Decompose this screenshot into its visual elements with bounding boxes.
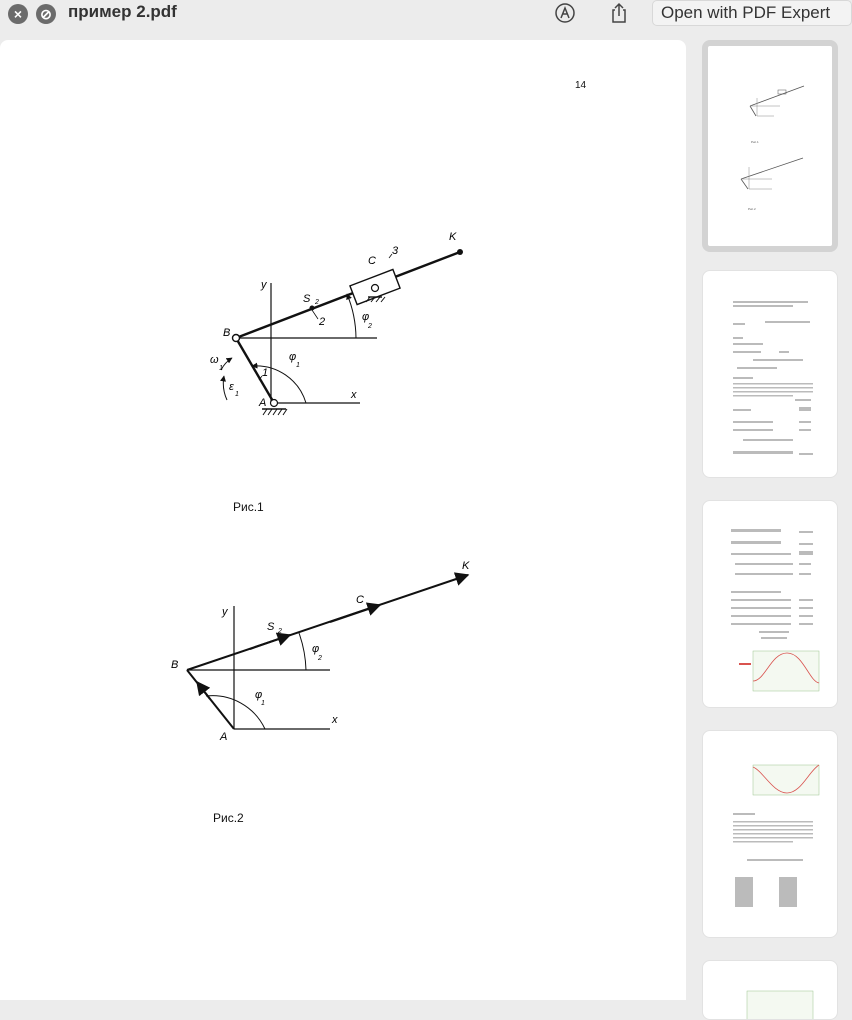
label-3: 3 <box>392 245 399 257</box>
vector-bk <box>187 575 468 670</box>
label-epsilon: ε <box>229 381 234 393</box>
close-icon[interactable]: × <box>8 4 28 24</box>
label-phi1: φ <box>289 351 297 363</box>
thumbnail-page-3-content <box>703 501 838 708</box>
label-c: C <box>368 255 376 267</box>
figure-1-caption: Рис.1 <box>233 500 264 514</box>
thumbnail-page-2[interactable] <box>702 270 838 478</box>
label-phi1-sub: 1 <box>261 700 265 707</box>
label-x: x <box>351 389 357 401</box>
thumbnail-page-4[interactable] <box>702 730 838 938</box>
thumbnail-page-5[interactable] <box>702 960 838 1020</box>
link-bk <box>236 252 460 338</box>
label-omega-sub: 1 <box>219 365 223 372</box>
point-s2 <box>310 306 315 311</box>
label-b: B <box>223 327 231 339</box>
document-page <box>0 40 686 1000</box>
open-with-button[interactable]: Open with PDF Expert <box>652 0 852 26</box>
label-y: y <box>222 606 228 618</box>
label-a: A <box>259 397 267 409</box>
page-number: 14 <box>575 80 587 91</box>
share-icon[interactable] <box>607 1 631 25</box>
label-s-sub: 2 <box>278 628 282 635</box>
thumbnail-page-1[interactable] <box>702 40 838 252</box>
label-s: S <box>267 621 275 633</box>
thumbnail-page-5-content <box>703 961 838 1020</box>
thumbnail-page-2-content <box>703 271 838 478</box>
label-a: A <box>220 731 228 743</box>
label-phi2: φ <box>312 643 320 655</box>
label-k: K <box>449 231 457 243</box>
label-k: K <box>462 560 470 572</box>
label-omega: ω <box>210 354 219 366</box>
label-y: y <box>261 279 267 291</box>
label-phi2-sub: 2 <box>368 323 372 330</box>
arc-phi2 <box>299 633 306 670</box>
label-phi2-sub: 2 <box>318 655 322 662</box>
title-bar <box>0 0 852 36</box>
figure-2-caption: Рис.2 <box>213 811 244 825</box>
joint-b <box>233 335 240 342</box>
link-ab <box>236 338 274 403</box>
figure-2 <box>0 520 686 820</box>
document-title: пример 2.pdf <box>68 2 177 21</box>
label-2: 2 <box>319 316 326 328</box>
markup-icon[interactable] <box>553 1 577 25</box>
label-1: 1 <box>262 367 269 379</box>
thumbnail-page-3[interactable] <box>702 500 838 708</box>
vector-ab <box>187 670 234 729</box>
figure-1 <box>0 40 686 520</box>
label-c: C <box>356 594 364 606</box>
block-icon[interactable]: ⊘ <box>36 4 56 24</box>
thumb-caption-2: Рис.2 <box>748 207 756 211</box>
label-s-sub: 2 <box>315 299 319 306</box>
label-epsilon-sub: 1 <box>235 391 239 398</box>
label-s: S <box>303 293 311 305</box>
thumbnail-page-1-content <box>708 46 832 246</box>
thumbnail-page-4-content <box>703 731 838 938</box>
label-b: B <box>171 659 179 671</box>
label-phi1: φ <box>255 689 263 701</box>
arc-epsilon <box>223 376 227 400</box>
thumbnail-sidebar <box>688 36 852 1000</box>
thumb-caption-1: Рис.1 <box>751 140 759 144</box>
point-k <box>457 249 463 255</box>
label-phi1-sub: 1 <box>296 362 300 369</box>
label-phi2: φ <box>362 311 370 323</box>
arc-phi2 <box>347 294 356 338</box>
label-x: x <box>332 714 338 726</box>
joint-a <box>271 400 278 407</box>
